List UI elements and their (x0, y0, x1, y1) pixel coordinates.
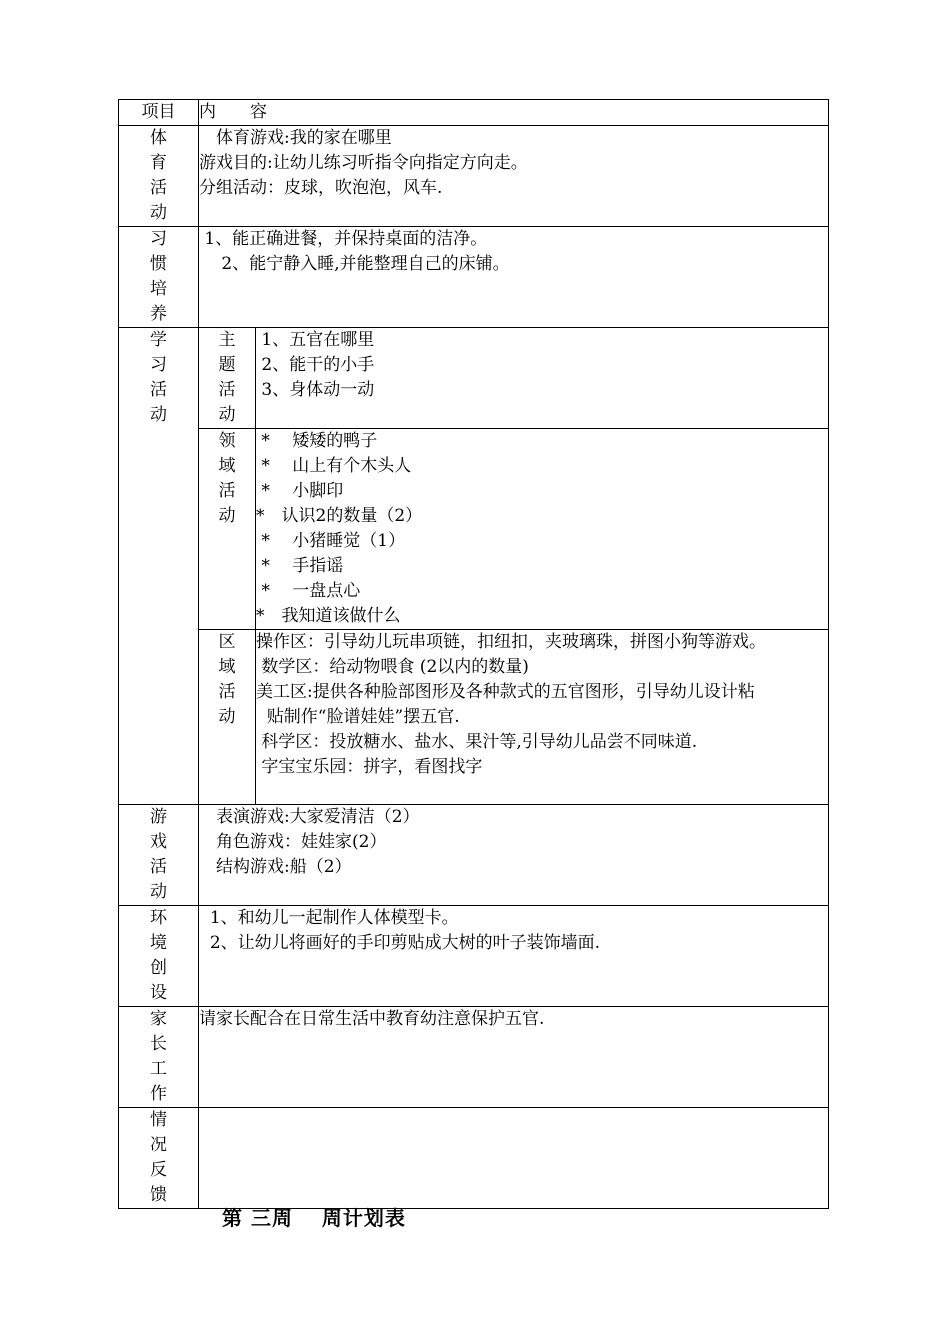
habits-content (199, 227, 829, 328)
environment-content (199, 906, 829, 1007)
games-row (119, 805, 829, 906)
content-line: 科学区：投放糖水、盐水、果汁等,引导幼儿品尝不同味道. (256, 732, 698, 752)
content-line: 2、能干的小手 (256, 355, 375, 375)
area-content (256, 630, 829, 805)
parents-content (199, 1007, 829, 1108)
habits-row (119, 227, 829, 328)
content-line: 2、能宁静入睡,并能整理自己的床铺。 (199, 254, 510, 274)
content-line: * 矮矮的鸭子 (256, 431, 378, 451)
content-line: 1、五官在哪里 (256, 330, 375, 350)
content-line: 1、和幼儿一起制作人体模型卡。 (199, 908, 459, 928)
content-line: * 小脚印 (256, 481, 344, 501)
habits-label: 习 惯 培 养 (119, 227, 199, 328)
content-line: 结构游戏:船（2） (199, 857, 352, 877)
content-line: 1、能正确进餐，并保持桌面的洁净。 (199, 229, 488, 249)
area-row (119, 630, 829, 805)
header-item-label: 项目 (119, 100, 199, 126)
sports-label: 体 育 活 动 (119, 126, 199, 227)
theme-label: 主 题 活 动 (199, 328, 256, 429)
parents-row (119, 1007, 829, 1108)
sports-row (119, 126, 829, 227)
content-line: 操作区：引导幼儿玩串项链，扣纽扣，夹玻璃珠，拼图小狗等游戏。 (256, 632, 766, 652)
content-line: 3、身体动一动 (256, 380, 375, 400)
content-line: 字宝宝乐园：拼字，看图找字 (256, 757, 483, 777)
theme-content (256, 328, 829, 429)
environment-label: 环 境 创 设 (119, 906, 199, 1007)
content-line: 请家长配合在日常生活中教育幼注意保护五官. (199, 1009, 545, 1029)
environment-row (119, 906, 829, 1007)
content-line: * 一盘点心 (256, 581, 361, 601)
parents-label: 家 长 工 作 (119, 1007, 199, 1108)
content-line: * 山上有个木头人 (256, 456, 412, 476)
area-label: 区 域 活 动 (199, 630, 256, 805)
feedback-row (119, 1108, 829, 1209)
week-plan-title: 第 三周 周计划表 (222, 1206, 406, 1230)
theme-row (119, 328, 829, 429)
header-content-label: 内 容 (199, 100, 829, 126)
content-line: 体育游戏:我的家在哪里 (199, 128, 392, 148)
content-line: * 认识2的数量（2） (256, 506, 423, 526)
content-line: * 小猪睡觉（1） (256, 531, 406, 551)
header-row (119, 100, 829, 126)
content-line: 角色游戏：娃娃家(2） (199, 832, 387, 852)
content-line: 2、让幼儿将画好的手印剪贴成大树的叶子装饰墙面. (199, 933, 601, 953)
feedback-label: 情 况 反 馈 (119, 1108, 199, 1209)
content-line: 贴制作“脸谱娃娃”摆五官. (256, 707, 460, 727)
domain-label: 领 域 活 动 (199, 429, 256, 630)
weekly-plan-table (118, 99, 829, 1209)
domain-row (119, 429, 829, 630)
content-line: 分组活动：皮球，吹泡泡，风车. (199, 178, 443, 198)
content-line: * 我知道该做什么 (256, 606, 401, 626)
learning-label: 学 习 活 动 (119, 328, 199, 805)
games-content (199, 805, 829, 906)
content-line: 表演游戏:大家爱清洁（2） (199, 807, 420, 827)
games-label: 游 戏 活 动 (119, 805, 199, 906)
feedback-content (199, 1108, 829, 1209)
sports-content (199, 126, 829, 227)
content-line: * 手指谣 (256, 556, 344, 576)
domain-content (256, 429, 829, 630)
content-line: 游戏目的:让幼儿练习听指令向指定方向走。 (199, 153, 528, 173)
content-line: 美工区:提供各种脸部图形及各种款式的五官图形，引导幼儿设计粘 (256, 682, 755, 702)
content-line: 数学区：给动物喂食 (2以内的数量) (256, 657, 529, 677)
